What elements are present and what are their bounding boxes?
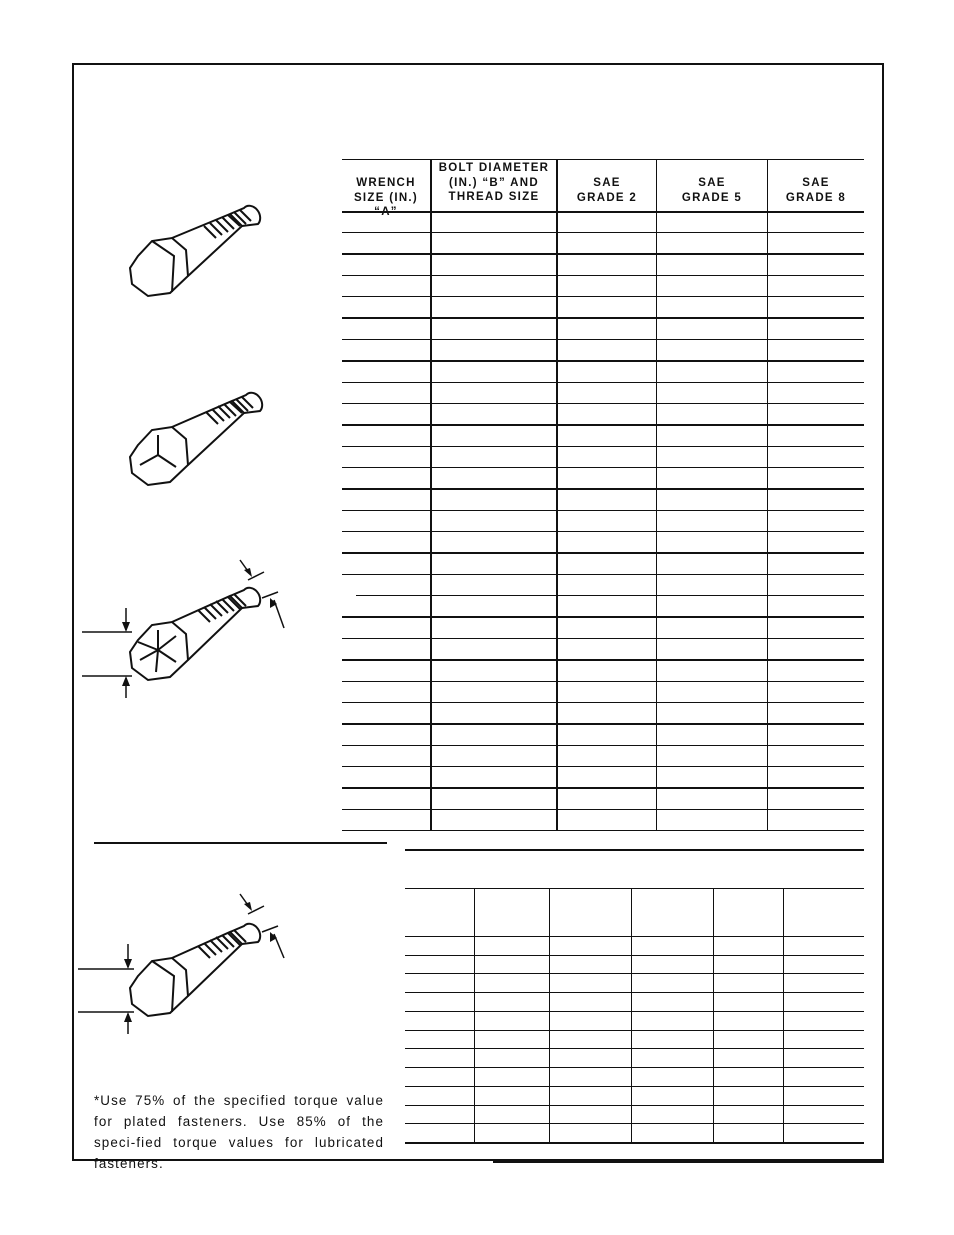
bolt-grade-8-icon	[80, 552, 300, 702]
table-row-line	[342, 296, 864, 297]
header-bolt-diameter: BOLT DIAMETER (IN.) “B” AND THREAD SIZE	[438, 162, 550, 203]
table-row-line	[342, 723, 864, 724]
table-row-line	[342, 382, 864, 383]
table-row-line	[356, 595, 864, 596]
table-row-line	[342, 809, 864, 810]
table-row-line	[342, 510, 864, 511]
table-row-line	[342, 317, 864, 318]
table-row-line	[342, 830, 864, 831]
table-row-line	[342, 745, 864, 746]
section-divider	[405, 849, 864, 851]
section-divider	[94, 842, 387, 844]
column-divider	[474, 888, 475, 1142]
table-row-line	[342, 552, 864, 553]
table-row-line	[342, 681, 864, 682]
table-row-line	[342, 446, 864, 447]
column-divider	[631, 888, 632, 1142]
table-row-line	[342, 638, 864, 639]
column-divider	[713, 888, 714, 1142]
table-row-line	[342, 211, 864, 213]
column-divider	[767, 160, 768, 831]
table-row-line	[342, 159, 864, 160]
bolt-metric-icon	[76, 888, 296, 1038]
column-divider	[783, 888, 784, 1142]
header-sae-grade-2: SAE GRADE 2	[576, 177, 638, 204]
bottom-frame-segment	[493, 1161, 884, 1163]
table-row-line	[342, 275, 864, 276]
column-divider	[556, 160, 558, 831]
table-row-line	[342, 702, 864, 703]
table-row-line	[342, 253, 864, 254]
column-divider	[549, 888, 550, 1142]
table-row-line	[342, 424, 864, 425]
header-wrench-size: WRENCH SIZE (IN.)	[353, 177, 419, 204]
table-row-line	[342, 403, 864, 404]
header-sae-grade-8: SAE GRADE 8	[785, 177, 847, 204]
table-row-line	[342, 787, 864, 788]
footnote: *Use 75% of the specified torque value for plated fasteners. Use 85% of the speci-fied torque values for lubricated fasteners.	[94, 1093, 384, 1171]
table-row-line	[342, 659, 864, 660]
table-row-line	[342, 531, 864, 532]
table-row-line	[342, 360, 864, 361]
table-row-line	[342, 766, 864, 767]
table-row-line	[342, 232, 864, 233]
table-row-line	[405, 1142, 864, 1144]
bolt-grade-5-icon	[120, 383, 270, 493]
table-row-line	[342, 616, 864, 617]
table-row-line	[342, 574, 864, 575]
table-row-line	[342, 467, 864, 468]
table-row-line	[342, 488, 864, 489]
table-row-line	[342, 339, 864, 340]
bolt-grade-2-icon	[120, 196, 270, 306]
header-sae-grade-5: SAE GRADE 5	[681, 177, 743, 204]
column-divider	[430, 160, 432, 831]
column-divider	[656, 160, 657, 831]
